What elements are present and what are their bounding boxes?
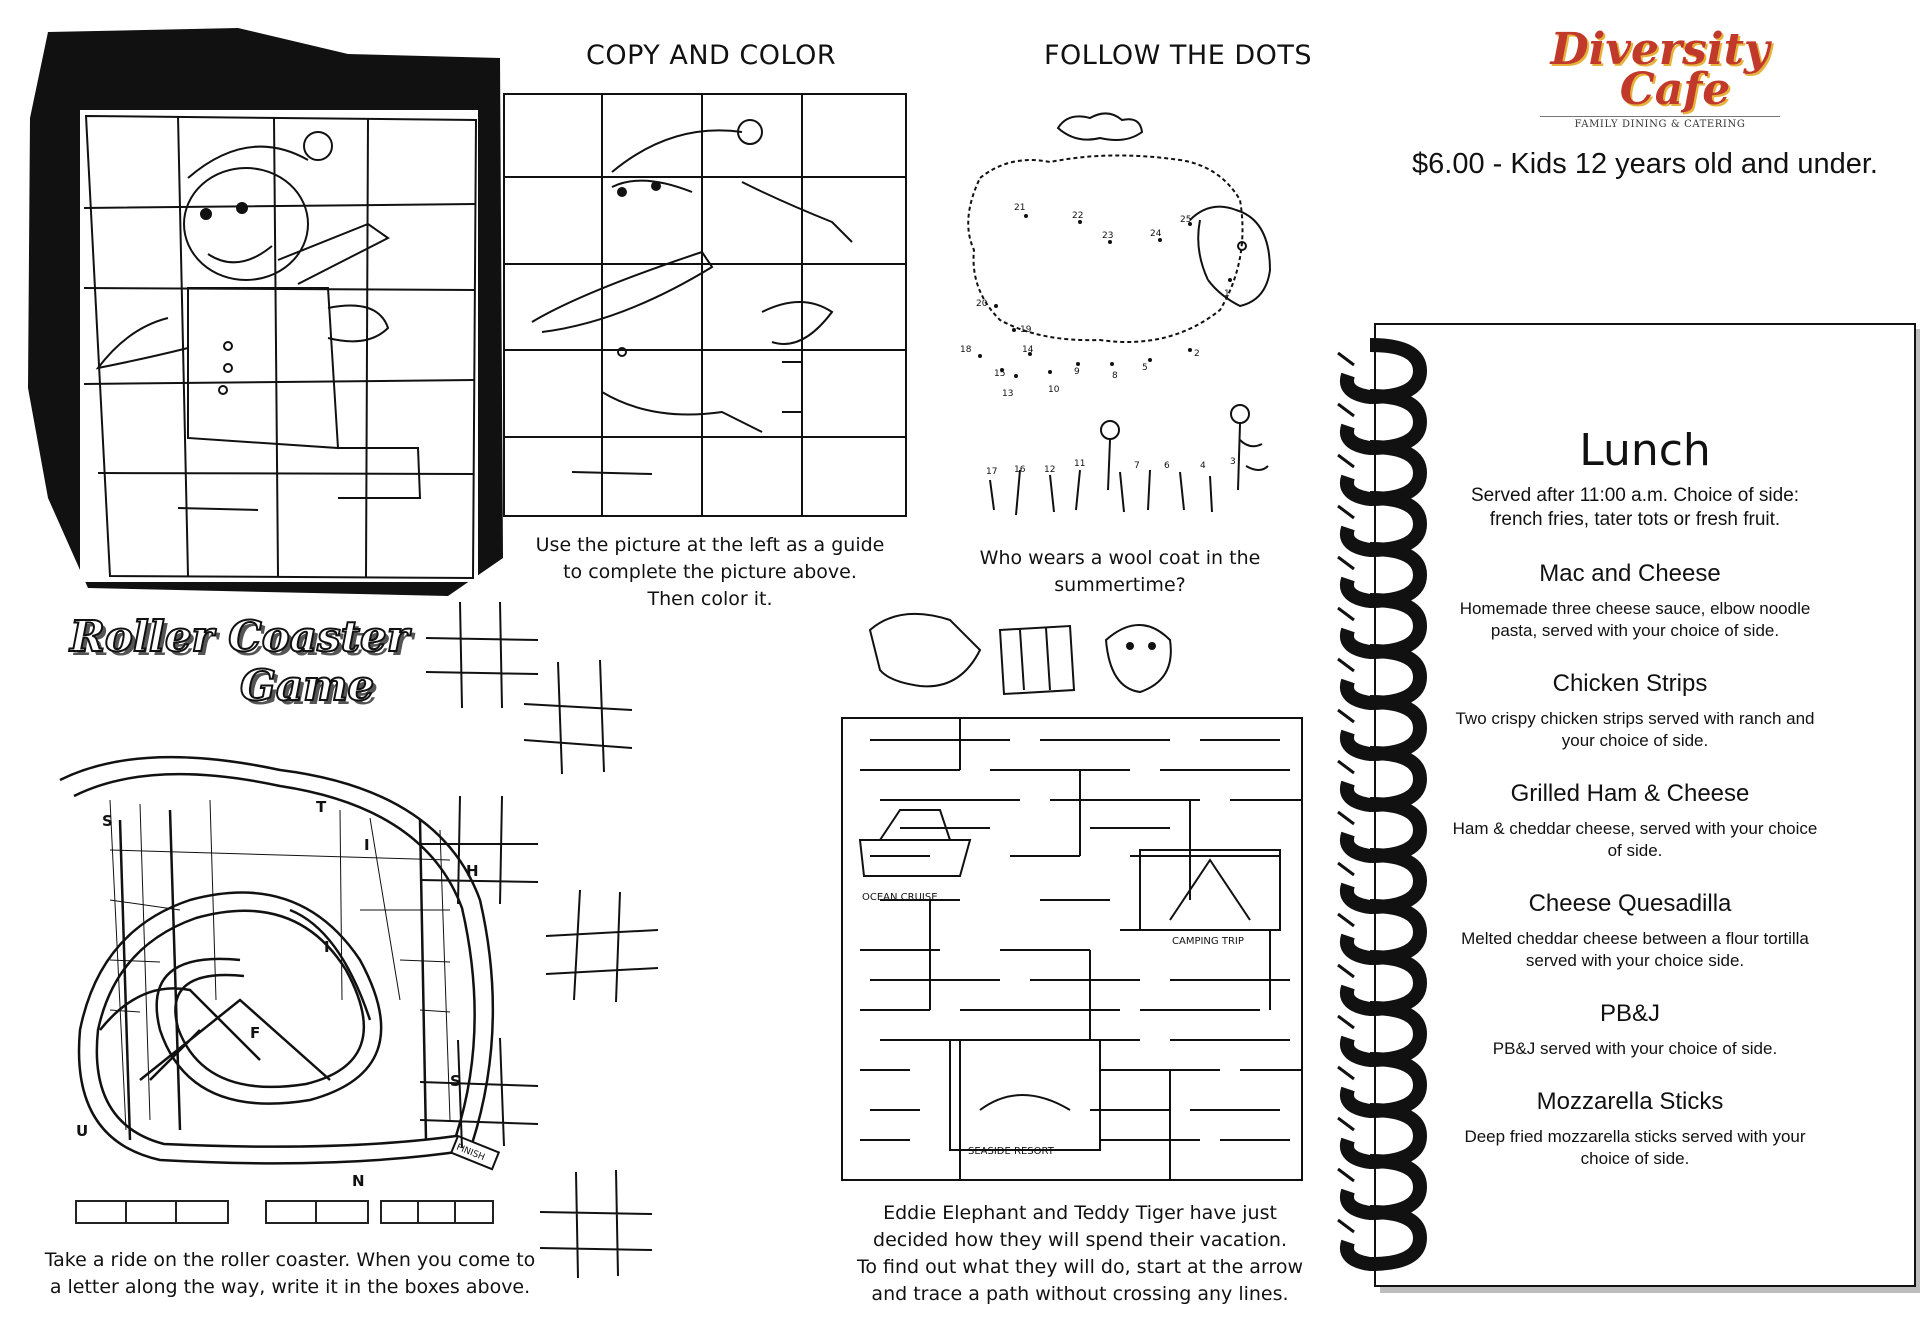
menu-item-name: Chicken Strips: [1552, 670, 1708, 697]
coaster-letter: N: [352, 1172, 365, 1190]
chain-pin: [1338, 659, 1354, 671]
chain-link: [1347, 549, 1420, 601]
dot-number: 25: [1180, 215, 1192, 225]
maze-label-seaside-resort: SEASIDE RESORT: [968, 1146, 1054, 1157]
grass-number: 6: [1164, 461, 1170, 471]
dot-number: 18: [960, 345, 972, 355]
chain-pin: [1338, 557, 1354, 569]
chain-link: [1347, 1059, 1420, 1111]
menu-item-name: Mac and Cheese: [1539, 560, 1721, 587]
dot-number: 19: [1020, 325, 1032, 335]
chain-link: [1347, 855, 1420, 907]
diversity-cafe-logo: [1540, 24, 1780, 150]
chain-pin: [1338, 608, 1354, 620]
chain-link: [1347, 804, 1420, 856]
chain-link: [1347, 753, 1420, 805]
tic-tac-toe-grid: [426, 602, 538, 708]
chain-link: [1347, 1212, 1420, 1264]
grass-number: 4: [1200, 461, 1206, 471]
grass-number: 3: [1230, 457, 1236, 467]
tic-tac-toe-grid: [524, 660, 632, 774]
dots-caption-line: summertime?: [1054, 574, 1186, 596]
chain-link: [1347, 702, 1420, 754]
dot-number: 2: [1194, 349, 1200, 359]
answer-cell[interactable]: [127, 1202, 177, 1222]
maze-caption: [830, 1200, 1330, 1308]
menu-item-description: Two crispy chicken strips served with ranch and your choice of side.: [1455, 709, 1815, 750]
answer-cell[interactable]: [382, 1202, 419, 1222]
chain-link: [1347, 651, 1420, 703]
menu-item-description: Homemade three cheese sauce, elbow noodle pasta, served with your choice of side.: [1459, 599, 1811, 640]
answer-boxes-1[interactable]: [75, 1200, 229, 1224]
vacation-maze: [840, 610, 1310, 1180]
grass-number: 17: [986, 467, 998, 477]
tic-tac-toe-grid: [420, 796, 538, 904]
maze-label-ocean-cruise: OCEAN CRUISE: [862, 892, 938, 903]
answer-boxes-2[interactable]: [265, 1200, 369, 1224]
menu-item-description: Ham & cheddar cheese, served with your choice of side.: [1452, 819, 1818, 860]
chain-pin: [1338, 353, 1354, 365]
chain-link: [1347, 345, 1420, 397]
coaster-letter: U: [76, 1122, 89, 1140]
chain-pin: [1338, 761, 1354, 773]
dot-number: 14: [1022, 345, 1034, 355]
coaster-letter: S: [450, 1072, 461, 1090]
logo-line-2: Cafe: [1619, 64, 1731, 115]
logo-line-1: Diversity: [1550, 24, 1770, 75]
roller-coaster-title: [70, 612, 430, 710]
answer-cell[interactable]: [77, 1202, 127, 1222]
coaster-letter: T: [316, 798, 327, 816]
copy-and-color-heading: COPY AND COLOR: [586, 40, 837, 71]
chain-pin: [1338, 863, 1354, 875]
chain-pin: [1338, 710, 1354, 722]
chain-pin: [1338, 1067, 1354, 1079]
coaster-letter: F: [250, 1024, 261, 1042]
chain-link: [1347, 1008, 1420, 1060]
chain-link: [1347, 957, 1420, 1009]
menu-item-description: PB&J served with your choice of side.: [1492, 1039, 1778, 1058]
chain-pin: [1338, 812, 1354, 824]
chain-pin: [1338, 965, 1354, 977]
maze-caption-line: decided how they will spend their vacation.: [873, 1229, 1287, 1251]
dot-number: 5: [1142, 363, 1148, 373]
lunch-menu-card: [1374, 323, 1916, 1287]
menu-intro: Served after 11:00 a.m. Choice of side: french fries, tater tots or fresh fruit.: [1470, 485, 1800, 530]
chain-pin: [1338, 914, 1354, 926]
copy-caption-line: Use the picture at the left as a guide: [535, 534, 885, 556]
dot-number: 10: [1048, 385, 1060, 395]
coaster-letter: S: [102, 812, 113, 830]
dot-number: 21: [1014, 203, 1026, 213]
chain-link: [1347, 600, 1420, 652]
dots-caption: [950, 545, 1290, 599]
coaster-letter: I: [324, 938, 330, 956]
grass-number: 7: [1134, 461, 1140, 471]
chain-link: [1347, 498, 1420, 550]
chain-pin: [1338, 1016, 1354, 1028]
dots-caption-line: Who wears a wool coat in the: [979, 547, 1261, 569]
chain-pin: [1338, 1118, 1354, 1130]
chain-pin: [1338, 1169, 1354, 1181]
chain-link: [1347, 396, 1420, 448]
coaster-letter: I: [364, 836, 370, 854]
menu-item-name: PB&J: [1599, 1000, 1661, 1027]
maze-caption-line: and trace a path without crossing any lines.: [871, 1283, 1289, 1305]
copy-caption-line: to complete the picture above.: [563, 561, 857, 583]
roller-title-line-1: Roller Coaster: [70, 612, 409, 661]
dot-number: 8: [1112, 371, 1118, 381]
grass-number: 16: [1014, 465, 1026, 475]
grass-number: 12: [1044, 465, 1056, 475]
menu-item-name: Grilled Ham & Cheese: [1510, 780, 1750, 807]
answer-cell[interactable]: [267, 1202, 317, 1222]
chain-link: [1347, 1161, 1420, 1213]
chain-pin: [1338, 506, 1354, 518]
grass-number: 11: [1074, 459, 1086, 469]
kids-price-note: $6.00 - Kids 12 years old and under.: [1412, 148, 1878, 180]
answer-cell[interactable]: [317, 1202, 367, 1222]
roller-caption-line: Take a ride on the roller coaster. When you come to: [44, 1249, 536, 1271]
menu-item-description: Melted cheddar cheese between a flour tortilla served with your choice side.: [1461, 929, 1809, 970]
maze-caption-line: Eddie Elephant and Teddy Tiger have just: [883, 1202, 1277, 1224]
coaster-letter: H: [466, 862, 479, 880]
menu-item-name: Mozzarella Sticks: [1536, 1088, 1724, 1115]
answer-cell[interactable]: [177, 1202, 227, 1222]
tic-tac-toe-grid: [420, 1038, 538, 1148]
chain-link: [1347, 1110, 1420, 1162]
chain-link: [1347, 906, 1420, 958]
maze-caption-line: To find out what they will do, start at the arrow: [857, 1256, 1303, 1278]
dot-number: 15: [994, 369, 1006, 379]
copy-drawing-grid: [502, 92, 912, 522]
tic-tac-toe-grid: [546, 890, 658, 1002]
dot-to-dot-sheep: [950, 110, 1290, 530]
chain-pin: [1338, 455, 1354, 467]
roller-caption-line: a letter along the way, write it in the boxes above.: [49, 1276, 531, 1298]
dot-number: 22: [1072, 211, 1084, 221]
logo-tagline: FAMILY DINING & CATERING: [1540, 116, 1780, 130]
finish-sign: FINISH: [454, 1142, 487, 1164]
dot-number: 9: [1074, 367, 1080, 377]
dot-number: 24: [1150, 229, 1162, 239]
menu-item-name: Cheese Quesadilla: [1528, 890, 1732, 917]
dot-number: 1: [1224, 289, 1230, 299]
copy-guide-picture: [28, 28, 508, 598]
dot-number: 20: [976, 299, 988, 309]
chain-link: [1347, 447, 1420, 499]
chain-pin: [1338, 404, 1354, 416]
tic-tac-toe-grid: [540, 1170, 652, 1278]
dot-number: 23: [1102, 231, 1114, 241]
chain-binding-decoration: [1330, 335, 1440, 1285]
roller-title-line-2: Game: [240, 661, 375, 710]
chain-pin: [1338, 1220, 1354, 1232]
menu-item-description: Deep fried mozzarella sticks served with your choice of side.: [1464, 1127, 1806, 1168]
maze-label-camping-trip: CAMPING TRIP: [1172, 936, 1244, 947]
follow-the-dots-heading: FOLLOW THE DOTS: [1044, 40, 1313, 71]
copy-caption-line: Then color it.: [647, 588, 773, 610]
dot-number: 13: [1002, 389, 1014, 399]
menu-title: Lunch: [1579, 425, 1711, 476]
tic-tac-toe-grids: [420, 600, 760, 1300]
